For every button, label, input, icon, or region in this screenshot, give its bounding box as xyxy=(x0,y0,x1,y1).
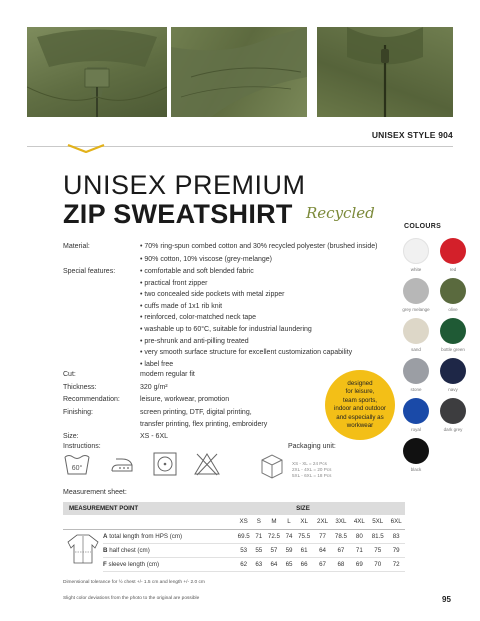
cut-value: modern regular fit xyxy=(140,371,195,378)
feature-item: • label free xyxy=(140,360,174,368)
measurement-value: 67 xyxy=(314,557,332,571)
colour-swatch xyxy=(440,238,466,264)
size-key: Size: xyxy=(63,433,79,440)
measurement-value: 59 xyxy=(284,543,295,557)
measurement-value: 61 xyxy=(295,543,314,557)
feature-item: • very smooth surface structure for excellent customization capability xyxy=(140,349,353,357)
measurement-row xyxy=(63,529,405,543)
title-line-1: UNISEX PREMIUM xyxy=(63,170,306,200)
measurement-value: 71 xyxy=(253,529,264,543)
measurement-value: 63 xyxy=(253,557,264,571)
zipper-photo xyxy=(317,27,453,117)
garment-diagram xyxy=(63,529,103,571)
size-column-header: L xyxy=(284,515,295,529)
colour-label: black xyxy=(410,467,422,472)
packaging-line-2: 2XL - 4XL = 20 Pcs xyxy=(292,467,332,472)
measurement-value: 72 xyxy=(387,557,405,571)
measurement-value: 69.5 xyxy=(234,529,253,543)
badge-line: and especially as xyxy=(336,413,384,421)
measurement-value: 71 xyxy=(351,543,369,557)
material-line-1: • 70% ring-spun combed cotton and 30% recycled polyester (brushed inside) xyxy=(140,243,378,250)
finishing-key: Finishing: xyxy=(63,409,93,416)
measurement-value: 79 xyxy=(387,543,405,557)
measurement-value: 83 xyxy=(387,529,405,543)
wash-temp-label: 60° xyxy=(71,465,83,472)
instructions-key: Instructions: xyxy=(63,443,101,450)
measurement-label xyxy=(103,543,234,557)
colour-swatch xyxy=(403,318,429,344)
measurement-value: 64 xyxy=(314,543,332,557)
measurement-value: 80 xyxy=(351,529,369,543)
page-number: 95 xyxy=(442,595,451,604)
size-column-header: M xyxy=(264,515,283,529)
measurement-sheet-label: Measurement sheet: xyxy=(63,489,127,496)
badge-line: indoor and outdoor xyxy=(334,405,386,412)
badge-line: team sports, xyxy=(342,396,378,404)
colour-label: dark grey xyxy=(443,427,463,432)
colour-swatch xyxy=(403,438,429,464)
colour-swatch xyxy=(440,278,466,304)
badge-line: for leisure, xyxy=(345,388,375,395)
colour-label: bottle green xyxy=(441,347,465,352)
tumble-dry-icon xyxy=(151,451,179,477)
measurement-value: 72.5 xyxy=(264,529,283,543)
no-bleach-icon xyxy=(193,451,221,477)
colour-label: sand xyxy=(411,347,421,352)
colour-swatch xyxy=(440,318,466,344)
size-column-header: XL xyxy=(295,515,314,529)
size-column-header: 6XL xyxy=(387,515,405,529)
badge-line: designed xyxy=(347,379,373,387)
packaging-key: Packaging unit: xyxy=(288,443,336,450)
measurement-row xyxy=(63,557,405,571)
measurement-value: 81.5 xyxy=(368,529,387,543)
size-value: XS - 6XL xyxy=(140,433,169,440)
size-column-header: XS xyxy=(234,515,253,529)
recommendation-key: Recommendation: xyxy=(63,396,120,403)
feature-item: • pre-shrunk and anti-pilling treated xyxy=(140,337,249,345)
measurement-point-header: MEASUREMENT POINT xyxy=(63,502,234,515)
packaging-line-3: 5XL - 6XL = 18 Pcs xyxy=(292,473,332,478)
feature-item: • reinforced, color-matched neck tape xyxy=(140,314,257,322)
style-label: UNISEX STYLE 904 xyxy=(371,130,453,140)
spacer-cell xyxy=(103,515,234,529)
measurement-value: 53 xyxy=(234,543,253,557)
material-key: Material: xyxy=(63,243,90,250)
package-box-icon xyxy=(258,451,286,479)
feature-item: • practical front zipper xyxy=(140,279,208,287)
size-column-header: 2XL xyxy=(314,515,332,529)
size-column-header: 3XL xyxy=(331,515,350,529)
measurement-value: 66 xyxy=(295,557,314,571)
badge-line: workwear xyxy=(346,422,374,429)
measurement-value: 68 xyxy=(331,557,350,571)
measurement-letter: A xyxy=(103,532,108,540)
spacer-cell xyxy=(63,515,103,529)
recycled-tag: Recycled xyxy=(306,204,375,222)
deviation-note: Slight color deviations from the photo to the original are possible xyxy=(63,596,200,601)
colour-label: white xyxy=(410,267,422,272)
measurement-value: 62 xyxy=(234,557,253,571)
measurement-label-text: sleeve length (cm) xyxy=(108,560,160,568)
feature-item: • comfortable and soft blended fabric xyxy=(140,268,254,275)
colour-swatch xyxy=(403,238,429,264)
feature-item: • two concealed side pockets with metal zipper xyxy=(140,291,285,299)
tolerance-note: Dimensional tolerance for ½ chest +/- 1.5 cm and length +/- 2.0 cm xyxy=(63,580,205,585)
collar-photo xyxy=(27,27,167,117)
size-column-header: 4XL xyxy=(351,515,369,529)
measurement-value: 57 xyxy=(264,543,283,557)
feature-item: • cuffs made of 1x1 rib knit xyxy=(140,302,223,310)
usage-badge xyxy=(325,370,395,440)
measurement-value: 55 xyxy=(253,543,264,557)
size-column-header: S xyxy=(253,515,264,529)
thickness-value: 320 g/m² xyxy=(140,384,168,391)
packaging-line-1: XS - XL = 24 Pcs xyxy=(292,461,327,466)
measurement-value: 70 xyxy=(368,557,387,571)
measurement-value: 75.5 xyxy=(295,529,314,543)
colour-swatch xyxy=(440,398,466,424)
colour-swatch xyxy=(403,358,429,384)
colour-label: olive xyxy=(448,307,458,312)
wash-60-icon xyxy=(63,451,91,477)
measurement-label xyxy=(103,529,234,543)
measurement-table xyxy=(63,502,405,572)
measurement-letter: B xyxy=(103,546,108,554)
measurement-row xyxy=(63,543,405,557)
sweatshirt-outline-icon xyxy=(65,532,101,566)
finishing-line-2: transfer printing, flex printing, embroidery xyxy=(140,421,268,428)
finishing-line-1: screen printing, DTF, digital printing, xyxy=(140,409,252,416)
measurement-value: 74 xyxy=(284,529,295,543)
measurement-value: 67 xyxy=(331,543,350,557)
thickness-key: Thickness: xyxy=(63,384,97,391)
colour-label: stone xyxy=(410,387,422,392)
measurement-value: 69 xyxy=(351,557,369,571)
measurement-label-text: half chest (cm) xyxy=(109,546,150,554)
feature-item: • washable up to 60°C, suitable for industrial laundering xyxy=(140,326,312,333)
measurement-value: 65 xyxy=(284,557,295,571)
measurement-value: 78.5 xyxy=(331,529,350,543)
chevron-accent-icon xyxy=(66,141,106,153)
measurement-label xyxy=(103,557,234,571)
iron-icon xyxy=(108,451,136,477)
material-line-2: • 90% cotton, 10% viscose (grey-melange) xyxy=(140,256,273,263)
product-photos xyxy=(27,27,453,117)
colour-swatch xyxy=(403,398,429,424)
colours-title: COLOURS xyxy=(404,223,442,230)
cut-key: Cut: xyxy=(63,371,76,378)
size-column-header: 5XL xyxy=(368,515,387,529)
measurement-label-text: total length from HPS (cm) xyxy=(109,532,183,540)
colour-label: royal xyxy=(411,427,421,432)
recommendation-value: leisure, workwear, promotion xyxy=(140,396,230,403)
colour-label: red xyxy=(449,267,457,272)
title-line-2: ZIP SWEATSHIRT xyxy=(63,199,293,229)
size-header: SIZE xyxy=(234,502,405,515)
features-key: Special features: xyxy=(63,268,116,275)
colour-label: grey melange xyxy=(402,307,430,312)
measurement-value: 75 xyxy=(368,543,387,557)
colour-swatch xyxy=(403,278,429,304)
measurement-value: 77 xyxy=(314,529,332,543)
measurement-value: 64 xyxy=(264,557,283,571)
cuff-photo xyxy=(171,27,307,117)
colour-label: navy xyxy=(448,387,458,392)
measurement-letter: F xyxy=(103,560,107,568)
colour-swatch xyxy=(440,358,466,384)
